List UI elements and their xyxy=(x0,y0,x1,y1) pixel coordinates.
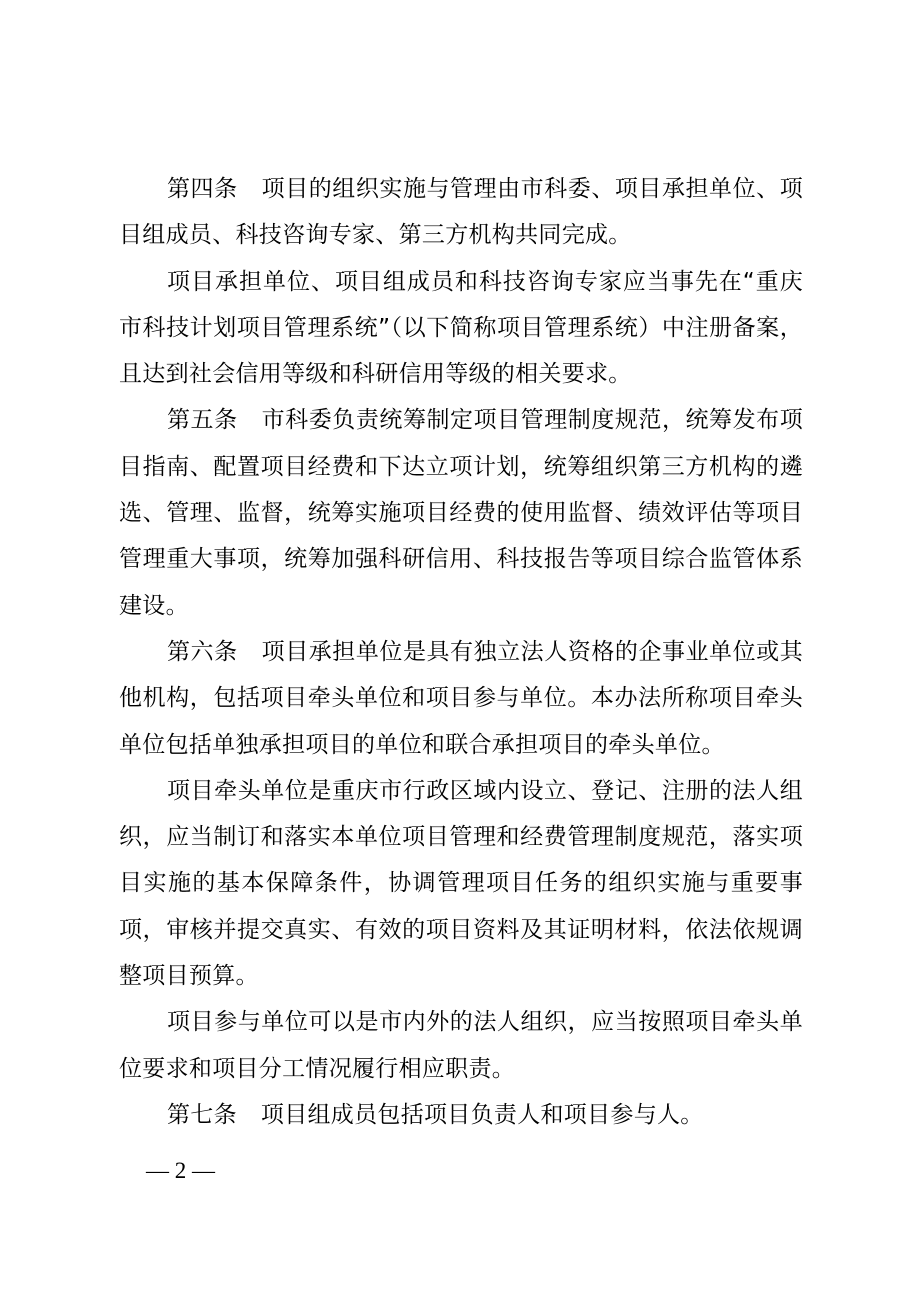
article-number: 第七条 xyxy=(167,1101,237,1128)
paragraph-text: 市科委负责统筹制定项目管理制度规范，统筹发布项目指南、配置项目经费和下达立项计划，统筹组织第三方机构的遴选、管理、监督，统筹实施项目经费的使用监督、绩效评估等项目管理重大事项，统筹加强科研信用、科技报告等项目综合监管体系建设。 xyxy=(119,407,804,619)
paragraph-text: 项目的组织实施与管理由市科委、项目承担单位、项目组成员、科技咨询专家、第三方机构共同完成。 xyxy=(119,176,804,249)
paragraph-registration xyxy=(119,259,803,398)
page-number: — 2 — xyxy=(146,1158,215,1183)
paragraph-text: 项目组成员包括项目负责人和项目参与人。 xyxy=(260,1101,704,1128)
paragraph-article-4 xyxy=(119,166,803,259)
paragraph-article-7 xyxy=(119,1092,803,1138)
article-number: 第五条 xyxy=(167,407,238,434)
document-body xyxy=(119,166,803,1138)
paragraph-lead-unit xyxy=(119,768,803,999)
article-number: 第六条 xyxy=(167,638,238,665)
paragraph-article-5 xyxy=(119,397,803,628)
paragraph-text: 项目参与单位可以是市内外的法人组织，应当按照项目牵头单位要求和项目分工情况履行相应职责。 xyxy=(119,1009,803,1082)
paragraph-text: 项目承担单位是具有独立法人资格的企事业单位或其他机构，包括项目牵头单位和项目参与单位。本办法所称项目牵头单位包括单独承担项目的单位和联合承担项目的牵头单位。 xyxy=(119,638,804,758)
paragraph-text: 项目承担单位、项目组成员和科技咨询专家应当事先在“重庆市科技计划项目管理系统”（以下简称项目管理系统）中注册备案，且达到社会信用等级和科研信用等级的相关要求。 xyxy=(119,268,803,388)
article-number: 第四条 xyxy=(167,176,238,202)
paragraph-text: 项目牵头单位是重庆市行政区域内设立、登记、注册的法人组织，应当制订和落实本单位项目管理和经费管理制度规范，落实项目实施的基本保障条件，协调管理项目任务的组织实施与重要事项，审核并提交真实、有效的项目资料及其证明材料，依法依规调整项目预算。 xyxy=(119,777,803,990)
paragraph-article-6 xyxy=(119,629,803,768)
paragraph-participating-unit xyxy=(119,999,803,1092)
